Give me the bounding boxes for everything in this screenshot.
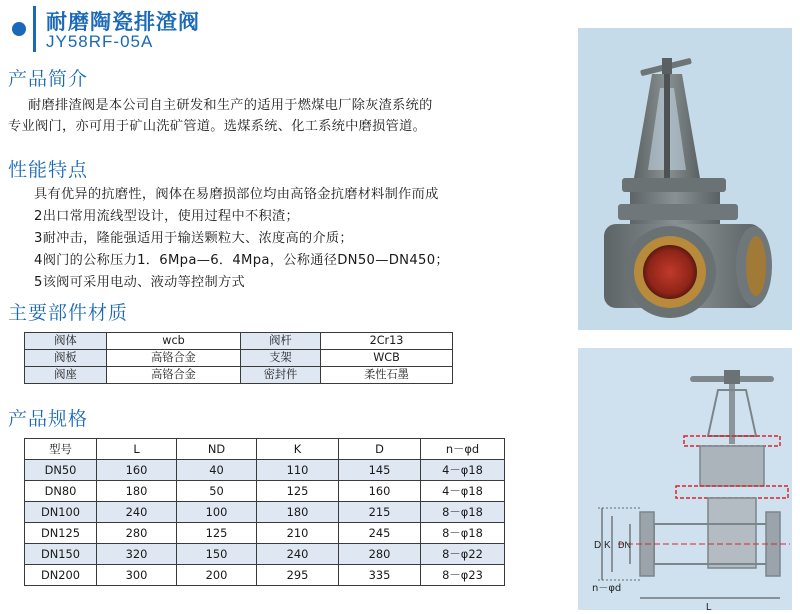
table-cell: 150: [177, 544, 257, 565]
intro-line: 专业阀门，亦可用于矿山洗矿管道。选煤系统、化工系统中磨损管道。: [8, 119, 427, 134]
material-part: 阀体: [25, 333, 107, 350]
table-cell: 200: [177, 565, 257, 586]
table-cell: 240: [257, 544, 339, 565]
column-header: K: [257, 439, 339, 460]
dim-label-L: L: [706, 602, 712, 610]
table-cell: 8－φ18: [421, 523, 505, 544]
table-cell: 100: [177, 502, 257, 523]
table-cell: 335: [339, 565, 421, 586]
table-cell: 8－φ18: [421, 502, 505, 523]
table-cell: 180: [257, 502, 339, 523]
table-cell: DN100: [25, 502, 97, 523]
column-header: 型号: [25, 439, 97, 460]
table-cell: 280: [97, 523, 177, 544]
page-title: 耐磨陶瓷排渣阀: [46, 10, 200, 34]
material-part: 阀座: [25, 367, 107, 384]
table-cell: 295: [257, 565, 339, 586]
table-cell: 8－φ23: [421, 565, 505, 586]
table-cell: 4－φ18: [421, 460, 505, 481]
dim-label-D: D: [594, 540, 602, 551]
column-header: L: [97, 439, 177, 460]
table-cell: 180: [97, 481, 177, 502]
column-header: n－φd: [421, 439, 505, 460]
material-value: WCB: [321, 350, 453, 367]
material-value: 高铬合金: [107, 350, 241, 367]
table-cell: 50: [177, 481, 257, 502]
table-cell: 40: [177, 460, 257, 481]
table-cell: 125: [177, 523, 257, 544]
features-heading: 性能特点: [8, 159, 89, 181]
header-bullet-icon: [12, 22, 26, 36]
table-cell: 240: [97, 502, 177, 523]
table-cell: 320: [97, 544, 177, 565]
material-part: 阀板: [25, 350, 107, 367]
intro-line: 耐磨排渣阀是本公司自主研发和生产的适用于燃煤电厂除灰渣系统的: [28, 98, 433, 113]
table-cell: DN80: [25, 481, 97, 502]
material-value: 高铬合金: [107, 367, 241, 384]
table-row: [25, 523, 505, 544]
table-cell: 110: [257, 460, 339, 481]
dim-label-DN: DN: [618, 540, 631, 550]
table-cell: 145: [339, 460, 421, 481]
feature-line: 3耐冲击，隆能强适用于输送颗粒大、浓度高的介质；: [34, 231, 353, 246]
intro-heading: 产品简介: [8, 68, 89, 90]
model-number: JY58RF-05A: [46, 32, 154, 51]
table-cell: 4－φ18: [421, 481, 505, 502]
table-row: [25, 544, 505, 565]
table-cell: 160: [339, 481, 421, 502]
table-row: [25, 481, 505, 502]
table-row: [25, 502, 505, 523]
table-row: [25, 333, 453, 350]
feature-line: 2出口常用流线型设计，使用过程中不积渣；: [34, 209, 299, 224]
table-cell: DN200: [25, 565, 97, 586]
table-cell: 8－φ22: [421, 544, 505, 565]
feature-line: 5该阀可采用电动、液动等控制方式: [34, 275, 246, 290]
header-divider: [33, 6, 36, 52]
material-value: 柔性石墨: [321, 367, 453, 384]
table-cell: DN150: [25, 544, 97, 565]
table-cell: 215: [339, 502, 421, 523]
materials-heading: 主要部件材质: [8, 302, 129, 324]
table-cell: 160: [97, 460, 177, 481]
table-cell: DN50: [25, 460, 97, 481]
valve-drawing-illustration: [578, 348, 792, 610]
specs-table: [24, 438, 505, 586]
table-cell: 210: [257, 523, 339, 544]
material-part: 密封件: [241, 367, 321, 384]
table-row: [25, 367, 453, 384]
materials-table: [24, 332, 453, 384]
table-cell: 125: [257, 481, 339, 502]
material-part: 阀杆: [241, 333, 321, 350]
specs-heading: 产品规格: [8, 408, 89, 430]
dim-label-nphid: n－φd: [592, 583, 622, 594]
material-value: 2Cr13: [321, 333, 453, 350]
table-cell: 300: [97, 565, 177, 586]
valve-photo-illustration: [578, 28, 792, 330]
table-cell: DN125: [25, 523, 97, 544]
table-header-row: [25, 439, 505, 460]
table-cell: 245: [339, 523, 421, 544]
feature-line: 4阀门的公称压力1．6Mpa—6．4Mpa，公称通径DN50—DN450；: [34, 253, 449, 268]
table-cell: 280: [339, 544, 421, 565]
table-row: [25, 350, 453, 367]
column-header: ND: [177, 439, 257, 460]
column-header: D: [339, 439, 421, 460]
table-row: [25, 460, 505, 481]
material-value: wcb: [107, 333, 241, 350]
valve-photo: [578, 28, 792, 330]
material-part: 支架: [241, 350, 321, 367]
valve-dimension-drawing: [578, 348, 792, 610]
table-row: [25, 565, 505, 586]
dim-label-K: K: [604, 540, 611, 551]
feature-line: 具有优异的抗磨性，阀体在易磨损部位均由高铬金抗磨材料制作而成: [34, 187, 439, 202]
